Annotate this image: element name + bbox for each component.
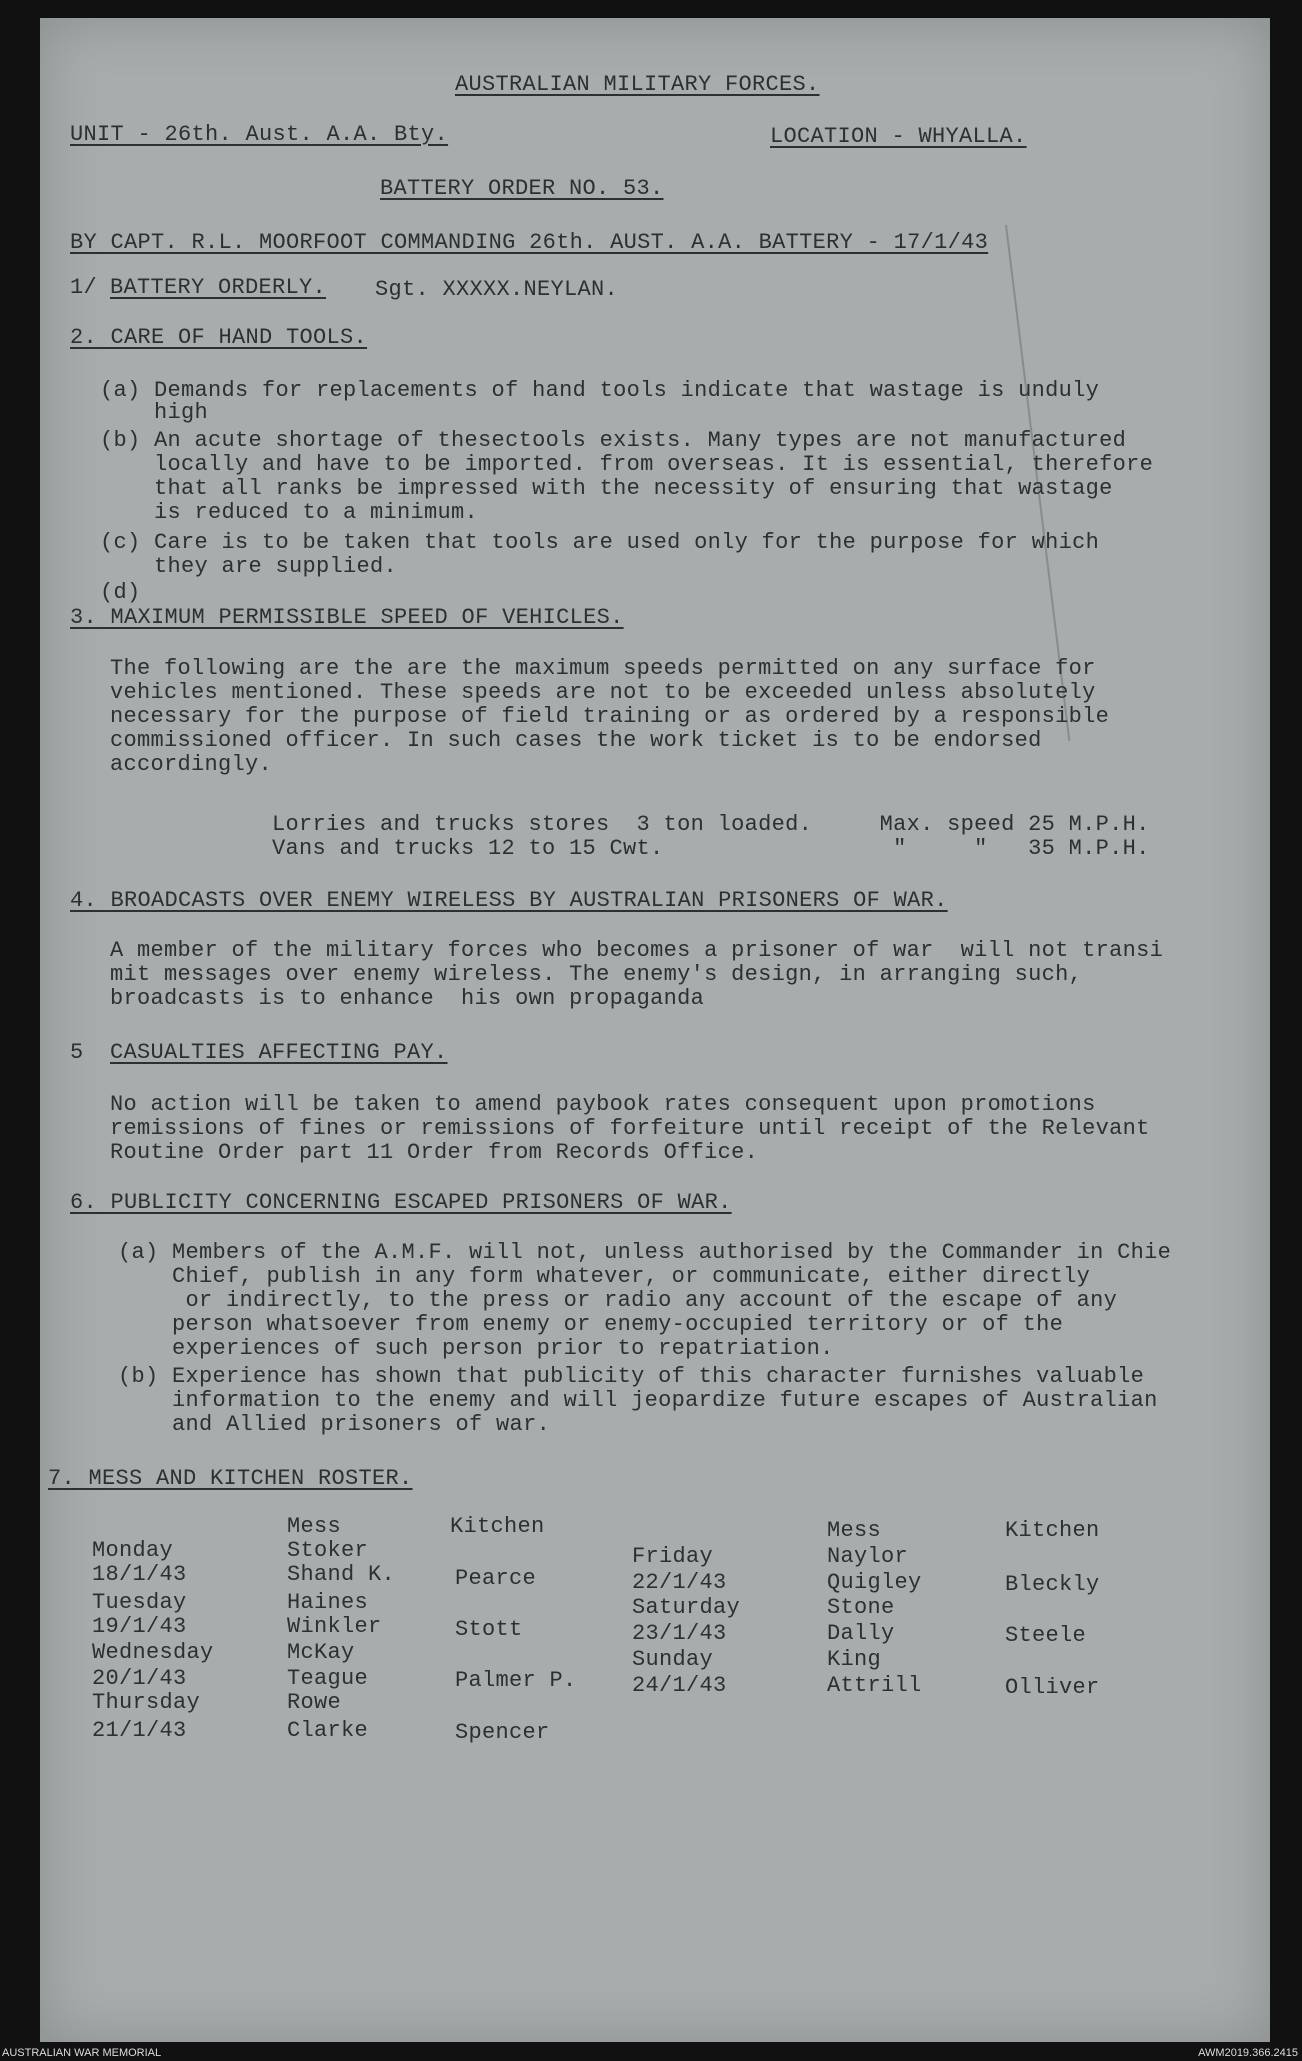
roster-right-mess-name: Dally	[827, 1621, 895, 1646]
roster-right-mess-name: Attrill	[827, 1673, 922, 1698]
section-3-para-line-3: necessary for the purpose of field training or as ordered by a responsible	[110, 704, 1110, 729]
section-2-d: (d)	[100, 580, 141, 605]
section-2-b-line-4: is reduced to a minimum.	[100, 500, 479, 525]
roster-right-mess-name: King	[827, 1647, 882, 1672]
section-6-a-line-4: person whatsoever from enemy or enemy-occupied territory or of the	[118, 1312, 1064, 1337]
roster-right-kitchen-name: Bleckly	[1005, 1572, 1100, 1597]
section-2-a-line-1: (a) Demands for replacements of hand tools indicate that wastage is unduly	[100, 378, 1100, 403]
roster-left-date: 21/1/43	[92, 1718, 187, 1743]
section-7-heading: 7. MESS AND KITCHEN ROSTER.	[48, 1466, 413, 1491]
section-2-heading: 2. CARE OF HAND TOOLS.	[70, 325, 368, 350]
roster-left-kitchen-name: Spencer	[455, 1720, 550, 1745]
archive-credit: AUSTRALIAN WAR MEMORIAL	[2, 2047, 162, 2059]
speed-row-lorries: Lorries and trucks stores 3 ton loaded. Max. speed 25 M.P.H.	[272, 812, 1150, 837]
roster-left-mess-name: Stoker	[287, 1538, 369, 1563]
document-title: AUSTRALIAN MILITARY FORCES.	[455, 72, 820, 97]
roster-right-mess-name: Quigley	[827, 1570, 922, 1595]
section-6-b-line-3: and Allied prisoners of war.	[118, 1412, 551, 1437]
roster-left-date: 20/1/43	[92, 1666, 187, 1691]
roster-left-date: 19/1/43	[92, 1614, 187, 1639]
roster-left-kitchen-name: Stott	[455, 1617, 523, 1642]
roster-left-kitchen-name: Pearce	[455, 1566, 537, 1591]
roster-left-mess-name: Shand K.	[287, 1562, 396, 1587]
roster-right-day: Saturday	[632, 1595, 741, 1620]
roster-right-kitchen-header: Kitchen	[1005, 1518, 1100, 1543]
section-5-para-line-3: Routine Order part 11 Order from Records Office.	[110, 1140, 759, 1165]
section-6-a-line-1: (a) Members of the A.M.F. will not, unless authorised by the Commander in Chie	[118, 1240, 1172, 1265]
roster-left-day: Monday	[92, 1538, 174, 1563]
roster-right-date: 24/1/43	[632, 1673, 727, 1698]
section-2-b-line-3: that all ranks be impressed with the necessity of ensuring that wastage	[100, 476, 1113, 501]
section-5-para-line-1: No action will be taken to amend paybook rates consequent upon promotions	[110, 1092, 1096, 1117]
section-2-b-line-1: (b) An acute shortage of thesectools exists. Many types are not manufactured	[100, 428, 1127, 453]
roster-left-mess-name: McKay	[287, 1640, 355, 1665]
section-3-para-line-2: vehicles mentioned. These speeds are not to be exceeded unless absolutely	[110, 680, 1096, 705]
section-6-a-line-2: Chief, publish in any form whatever, or communicate, either directly	[118, 1264, 1091, 1289]
section-2-a-line-2: high	[100, 400, 209, 425]
section-3-para-line-4: commissioned officer. In such cases the work ticket is to be endorsed	[110, 728, 1042, 753]
archive-reference: AWM2019.366.2415	[1198, 2047, 1298, 2059]
section-1-text: Sgt. XXXXX.NEYLAN.	[375, 277, 619, 302]
roster-left-mess-name: Rowe	[287, 1690, 342, 1715]
roster-left-mess-name: Teague	[287, 1666, 369, 1691]
section-4-para-line-3: broadcasts is to enhance his own propaganda	[110, 986, 705, 1011]
section-4-para-line-2: mit messages over enemy wireless. The enemy's design, in arranging such,	[110, 962, 1083, 987]
section-5-number: 5	[70, 1040, 84, 1065]
roster-right-kitchen-name: Olliver	[1005, 1675, 1100, 1700]
roster-right-mess-header: Mess	[827, 1518, 882, 1543]
roster-left-date: 18/1/43	[92, 1562, 187, 1587]
section-3-para-line-1: The following are the are the maximum speeds permitted on any surface for	[110, 656, 1096, 681]
roster-right-day: Friday	[632, 1544, 714, 1569]
section-6-b-line-1: (b) Experience has shown that publicity of this character furnishes valuable	[118, 1364, 1145, 1389]
roster-left-kitchen-header: Kitchen	[450, 1514, 545, 1539]
section-4-para-line-1: A member of the military forces who becomes a prisoner of war will not transi	[110, 938, 1164, 963]
by-line: BY CAPT. R.L. MOORFOOT COMMANDING 26th. AUST. A.A. BATTERY - 17/1/43	[70, 230, 989, 255]
roster-left-day: Thursday	[92, 1690, 201, 1715]
section-2-b-line-2: locally and have to be imported. from overseas. It is essential, therefore	[100, 452, 1154, 477]
roster-left-day: Tuesday	[92, 1590, 187, 1615]
section-2-c-line-1: (c) Care is to be taken that tools are used only for the purpose for which	[100, 530, 1100, 555]
section-6-a-line-3: or indirectly, to the press or radio any account of the escape of any	[118, 1288, 1118, 1313]
speed-row-vans: Vans and trucks 12 to 15 Cwt. " " 35 M.P.H.	[272, 836, 1150, 861]
roster-right-mess-name: Naylor	[827, 1544, 909, 1569]
section-6-heading: 6. PUBLICITY CONCERNING ESCAPED PRISONERS OF WAR.	[70, 1190, 732, 1215]
unit-line: UNIT - 26th. Aust. A.A. Bty.	[70, 122, 449, 147]
section-1-number: 1/	[70, 275, 98, 300]
section-3-heading: 3. MAXIMUM PERMISSIBLE SPEED OF VEHICLES.	[70, 605, 624, 630]
roster-right-kitchen-name: Steele	[1005, 1623, 1087, 1648]
section-4-heading: 4. BROADCASTS OVER ENEMY WIRELESS BY AUSTRALIAN PRISONERS OF WAR.	[70, 888, 948, 913]
typed-document-page	[40, 18, 1270, 2042]
roster-left-mess-name: Clarke	[287, 1718, 369, 1743]
order-number: BATTERY ORDER NO. 53.	[380, 176, 664, 201]
roster-right-day: Sunday	[632, 1647, 714, 1672]
section-6-b-line-2: information to the enemy and will jeopardize future escapes of Australian	[118, 1388, 1158, 1413]
section-5-heading: CASUALTIES AFFECTING PAY.	[110, 1040, 448, 1065]
roster-left-day: Wednesday	[92, 1640, 214, 1665]
roster-right-date: 23/1/43	[632, 1621, 727, 1646]
section-6-a-line-5: experiences of such person prior to repatriation.	[118, 1336, 834, 1361]
roster-right-date: 22/1/43	[632, 1570, 727, 1595]
roster-left-kitchen-name: Palmer P.	[455, 1668, 577, 1693]
location-line: LOCATION - WHYALLA.	[770, 124, 1027, 149]
section-2-c-line-2: they are supplied.	[100, 554, 398, 579]
roster-right-mess-name: Stone	[827, 1595, 895, 1620]
roster-left-mess-name: Winkler	[287, 1614, 382, 1639]
section-1-heading: BATTERY ORDERLY.	[110, 275, 327, 300]
roster-left-mess-header: Mess	[287, 1514, 342, 1539]
section-5-para-line-2: remissions of fines or remissions of forfeiture until receipt of the Relevant	[110, 1116, 1150, 1141]
roster-left-mess-name: Haines	[287, 1590, 369, 1615]
section-3-para-line-5: accordingly.	[110, 752, 273, 777]
